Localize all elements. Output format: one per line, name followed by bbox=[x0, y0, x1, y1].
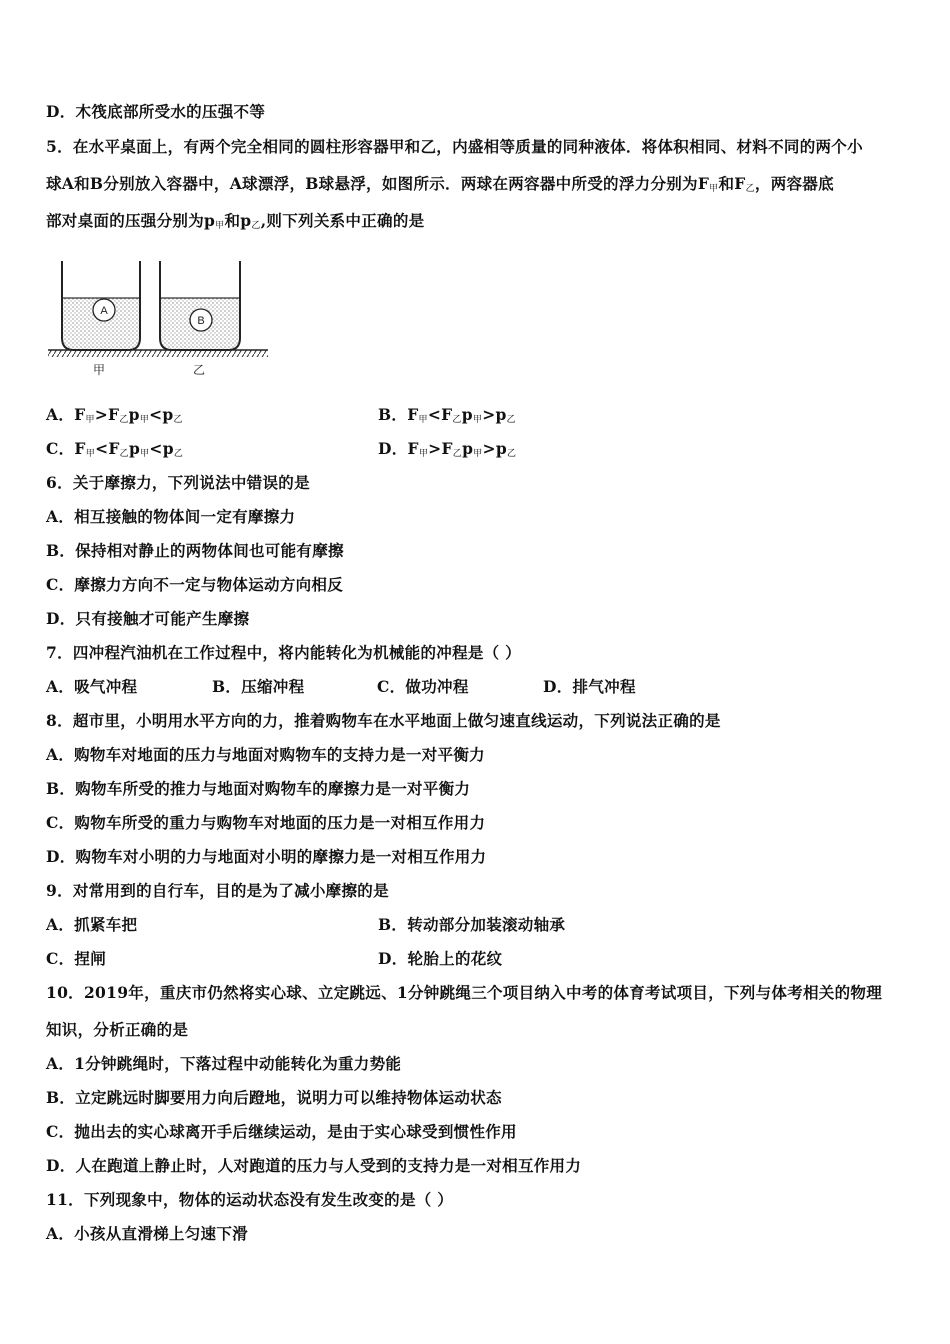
q10-option-c: C．抛出去的实心球离开手后继续运动，是由于实心球受到惯性作用 bbox=[46, 1122, 517, 1141]
q8-option-b: B．购物车所受的推力与地面对购物车的摩擦力是一对平衡力 bbox=[46, 779, 471, 798]
q7-option-c: C．做功冲程 bbox=[377, 677, 469, 696]
q10-option-a: A．1分钟跳绳时，下落过程中动能转化为重力势能 bbox=[46, 1054, 402, 1073]
q7-option-d: D．排气冲程 bbox=[543, 677, 636, 696]
ball-a-label: A bbox=[100, 305, 108, 317]
q6-stem: 6．关于摩擦力，下列说法中错误的是 bbox=[46, 473, 310, 492]
q7-option-a: A．吸气冲程 bbox=[46, 677, 138, 696]
q6-option-b: B．保持相对静止的两物体间也可能有摩擦 bbox=[46, 541, 344, 560]
q5-stem-line2: 球A和B分别放入容器中，A球漂浮，B球悬浮，如图所示．两球在两容器中所受的浮力分别为$F_甲$和$F_乙$，两容器底 bbox=[46, 174, 834, 194]
q6-option-c: C．摩擦力方向不一定与物体运动方向相反 bbox=[46, 575, 344, 594]
q11-option-a: A．小孩从直滑梯上匀速下滑 bbox=[46, 1224, 248, 1243]
q4-option-d: D．木筏底部所受水的压强不等 bbox=[46, 102, 266, 121]
ball-b-label: B bbox=[197, 315, 205, 327]
q5-option-d: D．$F_甲>F_乙p_甲>p_乙$ bbox=[378, 439, 517, 459]
q5-option-c: C．$F_甲<F_乙p_甲<p_乙$ bbox=[46, 439, 184, 459]
q5-option-b: B．$F_甲<F_乙p_甲>p_乙$ bbox=[378, 405, 516, 425]
q8-stem: 8．超市里，小明用水平方向的力，推着购物车在水平地面上做匀速直线运动，下列说法正确的是 bbox=[46, 711, 721, 730]
q8-option-a: A．购物车对地面的压力与地面对购物车的支持力是一对平衡力 bbox=[46, 745, 485, 764]
q9-option-a: A．抓紧车把 bbox=[46, 915, 138, 934]
q8-option-d: D．购物车对小明的力与地面对小明的摩擦力是一对相互作用力 bbox=[46, 847, 487, 866]
q7-option-b: B．压缩冲程 bbox=[212, 677, 305, 696]
q10-option-b: B．立定跳远时脚要用力向后蹬地，说明力可以维持物体运动状态 bbox=[46, 1088, 502, 1107]
q10-stem-line2: 知识，分析正确的是 bbox=[46, 1020, 189, 1039]
container-yi bbox=[160, 261, 240, 350]
table-surface bbox=[48, 350, 268, 357]
q9-option-b: B．转动部分加装滚动轴承 bbox=[378, 915, 566, 934]
q6-option-d: D．只有接触才可能产生摩擦 bbox=[46, 609, 250, 628]
q10-option-d: D．人在跑道上静止时，人对跑道的压力与人受到的支持力是一对相互作用力 bbox=[46, 1156, 582, 1175]
q5-stem-line3: 部对桌面的压强分别为$p_甲$和$p_乙$,则下列关系中正确的是 bbox=[46, 211, 425, 231]
q5-stem-line1: 5．在水平桌面上，有两个完全相同的圆柱形容器甲和乙，内盛相等质量的同种液体．将体积相同、材料不同的两个小 bbox=[46, 137, 863, 156]
container-jia bbox=[62, 261, 140, 350]
q7-stem: 7．四冲程汽油机在工作过程中，将内能转化为机械能的冲程是（ ） bbox=[46, 643, 521, 662]
q10-stem-line1: 10．2019年，重庆市仍然将实心球、立定跳远、1分钟跳绳三个项目纳入中考的体育考试项目，下列与体考相关的物理 bbox=[46, 983, 882, 1002]
label-jia: 甲 bbox=[92, 363, 106, 377]
q5-option-a: A．$F_甲>F_乙p_甲<p_乙$ bbox=[46, 405, 183, 425]
q11-stem: 11．下列现象中，物体的运动状态没有发生改变的是（ ） bbox=[46, 1190, 454, 1209]
q9-stem: 9．对常用到的自行车，目的是为了减小摩擦的是 bbox=[46, 881, 389, 900]
q6-option-a: A．相互接触的物体间一定有摩擦力 bbox=[46, 507, 296, 526]
label-yi: 乙 bbox=[192, 363, 206, 377]
q9-option-c: C．捏闸 bbox=[46, 949, 107, 968]
containers-figure bbox=[44, 258, 274, 384]
q9-option-d: D．轮胎上的花纹 bbox=[378, 949, 503, 968]
q8-option-c: C．购物车所受的重力与购物车对地面的压力是一对相互作用力 bbox=[46, 813, 486, 832]
